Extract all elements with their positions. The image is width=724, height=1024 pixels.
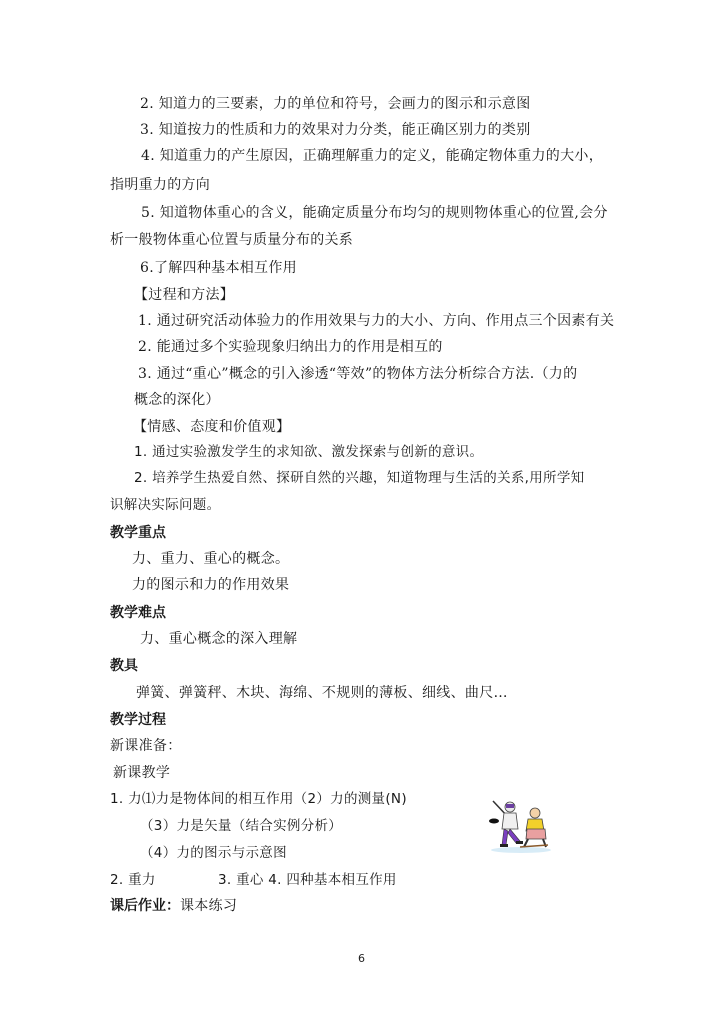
process-item-3-line1: 3. 通过“重心”概念的引入渗透“等效”的物体方法分析综合方法.（力的 — [138, 366, 578, 382]
tools-heading: 教具 — [110, 658, 138, 674]
goal-item-5-line2: 析一般物体重心位置与质量分布的关系 — [110, 232, 354, 248]
process-heading: 教学过程 — [110, 712, 166, 728]
process-item-1: 1. 通过研究活动体验力的作用效果与力的大小、方向、作用点三个因素有关 — [138, 313, 615, 329]
key-points-line1: 力、重力、重心的概念。 — [132, 551, 290, 567]
process-methods-heading: 【过程和方法】 — [134, 287, 235, 303]
key-points-heading: 教学重点 — [110, 525, 166, 541]
process-item-3-4: 3. 重心 4. 四种基本相互作用 — [218, 872, 397, 888]
key-points-line2: 力的图示和力的作用效果 — [132, 577, 290, 593]
new-lesson-teaching: 新课教学 — [113, 765, 171, 781]
difficulties-line1: 力、重心概念的深入理解 — [140, 631, 298, 647]
process-item-1-sub4: （4）力的图示与示意图 — [140, 845, 287, 861]
goal-item-3: 3. 知道按力的性质和力的效果对力分类，能正确区别力的类别 — [140, 122, 531, 138]
homework-text: 课本练习 — [180, 898, 238, 914]
attitudes-item-2-line2: 识解决实际问题。 — [110, 497, 221, 513]
difficulties-heading: 教学难点 — [110, 605, 166, 621]
goal-item-4-line2: 指明重力的方向 — [110, 177, 211, 193]
tools-line1: 弹簧、弹簧秤、木块、海绵、不规则的薄板、细线、曲尺… — [136, 685, 508, 701]
goal-item-5-line1: 5. 知道物体重心的含义，能确定质量分布均匀的规则物体重心的位置,会分 — [141, 205, 608, 221]
goal-item-4-line1: 4. 知道重力的产生原因，正确理解重力的定义，能确定物体重力的大小， — [141, 148, 604, 164]
homework-line — [110, 897, 237, 915]
goal-item-2: 2. 知道力的三要素，力的单位和符号，会画力的图示和示意图 — [140, 96, 531, 112]
new-lesson-prep: 新课准备： — [110, 738, 182, 754]
hockey-players-clipart-icon — [488, 795, 554, 855]
process-item-2: 2. 能通过多个实验现象归纳出力的作用是相互的 — [138, 339, 443, 355]
attitudes-item-2-line1: 2. 培养学生热爱自然、探研自然的兴趣，知道物理与生活的关系,用所学知 — [134, 470, 585, 486]
process-item-2: 2. 重力 — [110, 872, 156, 888]
page-number: 6 — [358, 952, 365, 965]
process-item-3-line2: 概念的深化） — [134, 392, 220, 408]
goal-item-6: 6.了解四种基本相互作用 — [140, 260, 297, 276]
homework-label: 课后作业： — [110, 898, 180, 914]
process-item-1-sub3: （3）力是矢量（结合实例分析） — [140, 818, 343, 834]
process-item-1: 1. 力⑴力是物体间的相互作用（2）力的测量(N) — [110, 791, 407, 807]
attitudes-heading: 【情感、态度和价值观】 — [133, 419, 291, 435]
attitudes-item-1: 1. 通过实验激发学生的求知欲、激发探索与创新的意识。 — [134, 444, 484, 460]
